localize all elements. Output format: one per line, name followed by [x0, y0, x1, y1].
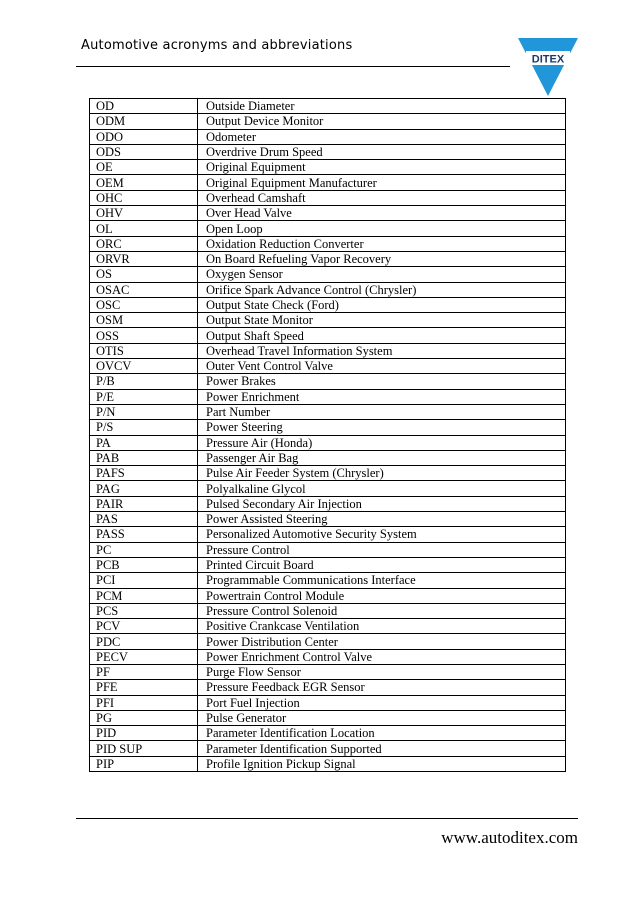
acronym-cell: PCM	[90, 588, 198, 603]
acronym-cell: PCI	[90, 573, 198, 588]
definition-cell: Polyalkaline Glycol	[198, 481, 566, 496]
definition-cell: Pressure Air (Honda)	[198, 435, 566, 450]
definition-cell: Printed Circuit Board	[198, 557, 566, 572]
acronym-cell: OSC	[90, 297, 198, 312]
acronym-cell: OSAC	[90, 282, 198, 297]
acronym-cell: ODS	[90, 144, 198, 159]
definition-cell: Personalized Automotive Security System	[198, 527, 566, 542]
table-row	[90, 481, 566, 496]
definition-cell: Overdrive Drum Speed	[198, 144, 566, 159]
table-row	[90, 389, 566, 404]
acronym-cell: OSS	[90, 328, 198, 343]
table-row	[90, 144, 566, 159]
definition-cell: Output State Monitor	[198, 313, 566, 328]
definition-cell: Power Distribution Center	[198, 634, 566, 649]
table-row	[90, 160, 566, 175]
definition-cell: Pulsed Secondary Air Injection	[198, 496, 566, 511]
definition-cell: Orifice Spark Advance Control (Chrysler)	[198, 282, 566, 297]
table-row	[90, 588, 566, 603]
acronym-cell: PID	[90, 726, 198, 741]
acronym-cell: PAB	[90, 450, 198, 465]
definition-cell: Pulse Air Feeder System (Chrysler)	[198, 466, 566, 481]
definition-cell: Powertrain Control Module	[198, 588, 566, 603]
acronym-cell: OSM	[90, 313, 198, 328]
table-row	[90, 267, 566, 282]
definition-cell: Programmable Communications Interface	[198, 573, 566, 588]
definition-cell: Power Brakes	[198, 374, 566, 389]
acronym-cell: OS	[90, 267, 198, 282]
table-row	[90, 634, 566, 649]
definition-cell: Power Enrichment Control Valve	[198, 649, 566, 664]
definition-cell: Positive Crankcase Ventilation	[198, 619, 566, 634]
definition-cell: Power Assisted Steering	[198, 512, 566, 527]
page-title: Automotive acronyms and abbreviations	[81, 38, 353, 53]
acronym-cell: ODO	[90, 129, 198, 144]
logo-triangle	[518, 38, 578, 96]
table-row	[90, 450, 566, 465]
table-row	[90, 496, 566, 511]
definition-cell: Overhead Travel Information System	[198, 343, 566, 358]
definition-cell: Over Head Valve	[198, 206, 566, 221]
table-row	[90, 756, 566, 771]
acronym-cell: OL	[90, 221, 198, 236]
definition-cell: Open Loop	[198, 221, 566, 236]
definition-cell: Part Number	[198, 404, 566, 419]
table-row	[90, 221, 566, 236]
definition-cell: Power Steering	[198, 420, 566, 435]
table-row	[90, 726, 566, 741]
logo-text: DITEX	[531, 53, 565, 66]
definition-cell: Outside Diameter	[198, 99, 566, 114]
table-row	[90, 542, 566, 557]
acronym-cell: ORC	[90, 236, 198, 251]
ditex-logo	[518, 38, 578, 96]
table-row	[90, 404, 566, 419]
definition-cell: Output Device Monitor	[198, 114, 566, 129]
acronym-cell: PAFS	[90, 466, 198, 481]
acronym-cell: P/N	[90, 404, 198, 419]
acronym-cell: PAG	[90, 481, 198, 496]
acronym-cell: P/E	[90, 389, 198, 404]
acronym-cell: PIP	[90, 756, 198, 771]
definition-cell: Purge Flow Sensor	[198, 664, 566, 679]
table-row	[90, 680, 566, 695]
acronym-cell: OTIS	[90, 343, 198, 358]
acronym-cell: ODM	[90, 114, 198, 129]
table-row	[90, 343, 566, 358]
acronym-cell: PG	[90, 710, 198, 725]
table-row	[90, 466, 566, 481]
definition-cell: Pressure Control	[198, 542, 566, 557]
acronym-cell: OHV	[90, 206, 198, 221]
acronym-cell: OE	[90, 160, 198, 175]
table-row	[90, 99, 566, 114]
table-row	[90, 114, 566, 129]
definition-cell: Parameter Identification Supported	[198, 741, 566, 756]
table-row	[90, 710, 566, 725]
definition-cell: Oxygen Sensor	[198, 267, 566, 282]
acronym-cell: PASS	[90, 527, 198, 542]
acronym-cell: OHC	[90, 190, 198, 205]
header-divider	[76, 66, 510, 67]
acronym-cell: OEM	[90, 175, 198, 190]
definition-cell: Output State Check (Ford)	[198, 297, 566, 312]
table-row	[90, 527, 566, 542]
table-row	[90, 573, 566, 588]
acronym-cell: PCB	[90, 557, 198, 572]
table-row	[90, 175, 566, 190]
definition-cell: Pulse Generator	[198, 710, 566, 725]
definition-cell: Port Fuel Injection	[198, 695, 566, 710]
acronym-cell: PA	[90, 435, 198, 450]
table-row	[90, 359, 566, 374]
acronym-cell: PCV	[90, 619, 198, 634]
acronym-table	[89, 98, 566, 772]
acronym-cell: PDC	[90, 634, 198, 649]
table-row	[90, 190, 566, 205]
acronym-cell: P/B	[90, 374, 198, 389]
table-row	[90, 236, 566, 251]
table-row	[90, 328, 566, 343]
acronym-cell: PF	[90, 664, 198, 679]
definition-cell: Odometer	[198, 129, 566, 144]
table-row	[90, 282, 566, 297]
table-row	[90, 251, 566, 266]
definition-cell: Profile Ignition Pickup Signal	[198, 756, 566, 771]
acronym-cell: PAIR	[90, 496, 198, 511]
definition-cell: Output Shaft Speed	[198, 328, 566, 343]
table-row	[90, 619, 566, 634]
table-row	[90, 664, 566, 679]
table-row	[90, 557, 566, 572]
footer-divider	[76, 818, 578, 819]
definition-cell: Parameter Identification Location	[198, 726, 566, 741]
definition-cell: Original Equipment	[198, 160, 566, 175]
footer-url[interactable]: www.autoditex.com	[441, 828, 578, 847]
definition-cell: Original Equipment Manufacturer	[198, 175, 566, 190]
table-row	[90, 129, 566, 144]
table-row	[90, 741, 566, 756]
table-row	[90, 420, 566, 435]
definition-cell: On Board Refueling Vapor Recovery	[198, 251, 566, 266]
definition-cell: Power Enrichment	[198, 389, 566, 404]
table-row	[90, 297, 566, 312]
definition-cell: Oxidation Reduction Converter	[198, 236, 566, 251]
acronym-cell: PCS	[90, 603, 198, 618]
acronym-cell: PAS	[90, 512, 198, 527]
definition-cell: Overhead Camshaft	[198, 190, 566, 205]
acronym-cell: PC	[90, 542, 198, 557]
acronym-cell: PID SUP	[90, 741, 198, 756]
acronym-cell: ORVR	[90, 251, 198, 266]
acronym-cell: PECV	[90, 649, 198, 664]
table-row	[90, 512, 566, 527]
acronym-table-body	[90, 99, 566, 772]
table-row	[90, 603, 566, 618]
acronym-table-wrapper	[89, 98, 566, 772]
acronym-cell: OD	[90, 99, 198, 114]
table-row	[90, 695, 566, 710]
acronym-cell: PFI	[90, 695, 198, 710]
definition-cell: Outer Vent Control Valve	[198, 359, 566, 374]
definition-cell: Pressure Control Solenoid	[198, 603, 566, 618]
acronym-cell: P/S	[90, 420, 198, 435]
acronym-cell: PFE	[90, 680, 198, 695]
table-row	[90, 649, 566, 664]
table-row	[90, 435, 566, 450]
table-row	[90, 313, 566, 328]
definition-cell: Passenger Air Bag	[198, 450, 566, 465]
definition-cell: Pressure Feedback EGR Sensor	[198, 680, 566, 695]
table-row	[90, 374, 566, 389]
table-row	[90, 206, 566, 221]
acronym-cell: OVCV	[90, 359, 198, 374]
